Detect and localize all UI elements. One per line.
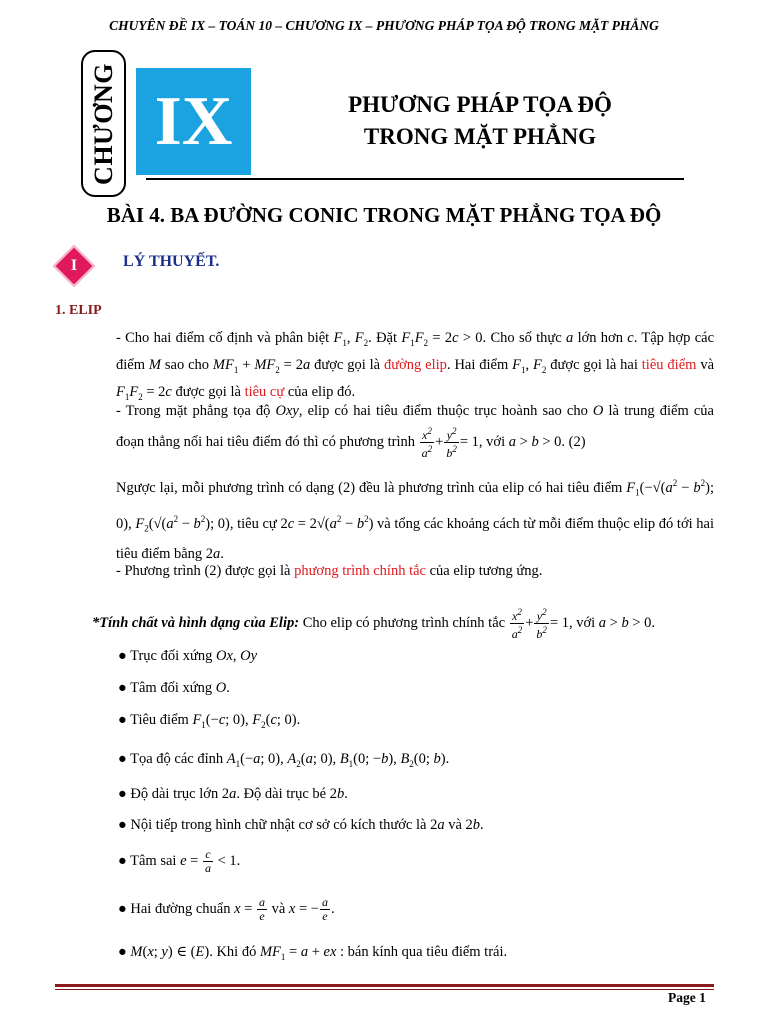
list-item: ● M(x; y) ∈ (E). Khi đó $MF_1 = a$ + ex : bán kính qua tiêu điểm trái. <box>118 944 508 962</box>
section-title: LÝ THUYẾT. <box>123 253 220 270</box>
list-item: ● Độ dài trục lớn 2a. Độ dài trục bé 2b. <box>118 786 348 802</box>
term-tieu-diem: tiêu điểm <box>641 356 697 373</box>
paragraph-canonical: - Phương trình (2) được gọi là phương trình chính tắc của elip tương ứng. <box>116 563 543 579</box>
page-header: CHUYÊN ĐỀ IX – TOÁN 10 – CHƯƠNG IX – PHƯƠNG PHÁP TỌA ĐỘ TRONG MẶT PHẲNG <box>109 18 659 33</box>
title-underline <box>146 178 684 180</box>
list-item: ● Tâm sai e = $\frac{c}{a}$ < 1. <box>118 847 241 875</box>
chapter-label-text: CHƯƠNG <box>88 62 118 185</box>
chapter-number: IX <box>154 83 233 160</box>
list-item: ● Tâm đối xứng O. <box>118 680 230 696</box>
list-item: ● Tiêu điểm $F_1(-c$; 0), $F_2(c$; 0). <box>118 712 301 730</box>
term-chinh-tac: phương trình chính tắc <box>294 563 426 579</box>
chapter-title-line1: PHƯƠNG PHÁP TỌA ĐỘ <box>348 92 612 117</box>
list-item: ● Trục đối xứng Ox, Oy <box>118 648 258 664</box>
paragraph-converse: Ngược lại, mỗi phương trình có dạng (2) đều là phương trình của elip có hai tiêu điểm $F_1(-√(a^2 - b^2)$; 0), $F_2(√(a^2 - b^2)$; 0), tiêu cự $2c = 2√(a^2 - b^2)$ và tổng các khoảng cách từ mỗi điểm thuộc elip đó tới hai tiêu điểm bằng 2a. <box>116 478 714 563</box>
paragraph-definition: - Cho hai điểm cố định và phân biệt $F_1$, $F_2$. Đặt $F_1F_2 = 2c > 0$. Cho số thực a lớn hơn c. Tập hợp các điểm M sao cho $MF_1 + MF_2 = 2a$ được gọi là đường elip. Hai điểm $F_1$, $F_2$ được gọi là hai tiêu điểm và $F_1F_2 = 2c$ được gọi là tiêu cự của elip đó. <box>116 330 714 402</box>
section-marker: I <box>70 257 78 274</box>
list-item: ● Hai đường chuẩn x = $\frac{a}{e}$ và x = − $\frac{a}{e}$ . <box>118 895 335 923</box>
properties-heading: *Tính chất và hình dạng của Elip: Cho elip có phương trình chính tắc $\frac{x^2}{a^2}$ + $\frac{y^2}{b^2}$ = 1, với a > b > 0. <box>92 607 656 641</box>
chapter-title-line2: TRONG MẶT PHẲNG <box>363 124 597 149</box>
lesson-title: BÀI 4. BA ĐƯỜNG CONIC TRONG MẶT PHẲNG TỌA ĐỘ <box>106 203 662 227</box>
term-tieu-cu: tiêu cự <box>244 383 285 400</box>
list-item: ● Tọa độ các đỉnh $A_1(-a$; 0), $A_2(a$; 0), $B_1(0$; −b), $B_2(0$; b). <box>118 751 450 769</box>
term-elip: đường elip <box>384 356 447 373</box>
footer-rule-thin <box>55 989 714 990</box>
list-item: ● Nội tiếp trong hình chữ nhật cơ sở có kích thước là 2a và 2b. <box>118 817 484 833</box>
page-number: Page 1 <box>668 990 706 1005</box>
footer-rule <box>55 984 714 987</box>
paragraph-equation: - Trong mặt phẳng tọa độ Oxy, elip có hai tiêu điểm thuộc trục hoành sao cho O là trung điểm của đoạn thẳng nối hai tiêu điểm đó thì có phương trình $\frac{x^2}{a^2}$ + $\frac{y^2}{b^2}$ = 1, với a > b > 0. (2) <box>116 403 714 460</box>
chapter-label <box>81 50 126 197</box>
subsection-title: 1. ELIP <box>55 303 102 318</box>
